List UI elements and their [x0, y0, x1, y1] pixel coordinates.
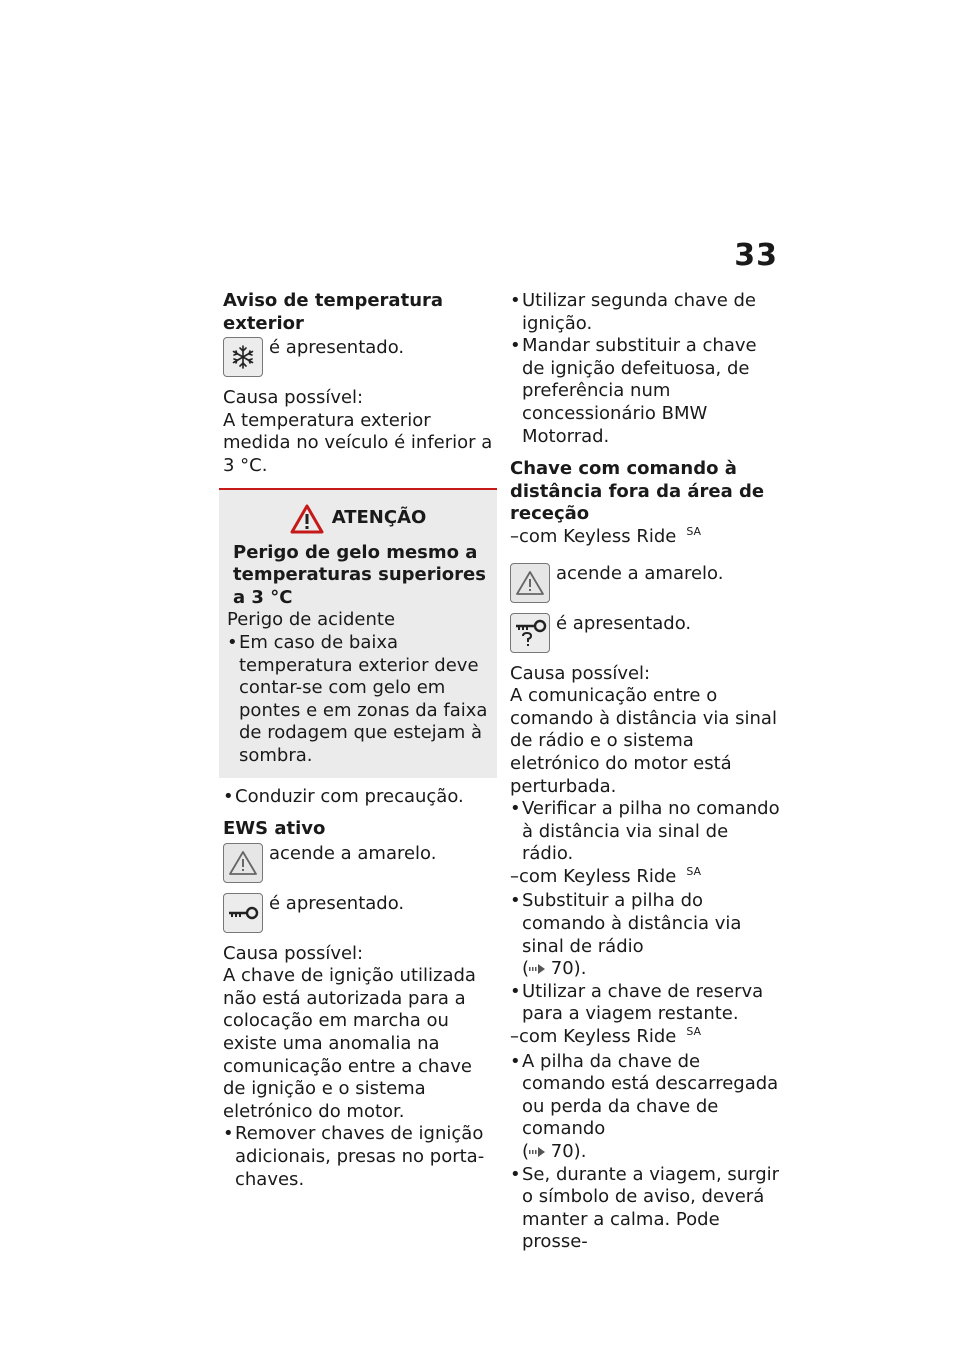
sa-badge: SA [686, 864, 702, 878]
page-reference-arrow-icon [529, 1146, 545, 1158]
list-item: • Conduzir com precaução. [223, 786, 493, 809]
option-text: com Keyless Ride [519, 525, 677, 547]
icon-text: é apresentado. [556, 612, 692, 634]
warning-header [227, 504, 489, 534]
left-column [223, 290, 493, 1191]
section-title-outside-temp: Aviso de temperatura exterior [223, 290, 444, 334]
key-question-icon [510, 613, 550, 653]
icon-text: acende a amarelo. [269, 842, 437, 864]
sa-badge: SA [686, 1025, 702, 1039]
icon-row-frost [223, 337, 493, 377]
icon-row-key [223, 893, 493, 933]
list-item: • Utilizar a chave de reserva para a viagem restante. [510, 981, 782, 1026]
warning-subtitle: Perigo de acidente [227, 609, 396, 631]
section-title-remote-out-of-range: Chave com comando à distância fora da área de receção [510, 458, 765, 525]
icon-row-key-question [510, 613, 782, 653]
warning-box [219, 488, 497, 778]
icon-text: é apresentado. [269, 337, 405, 359]
general-warning-icon [510, 563, 550, 603]
icon-text: acende a amarelo. [556, 562, 724, 584]
cause-text: A chave de ignição utilizada não está autorizada para a colocação em marcha ou existe uma anomalia na comunicação entre a chave de ignição e o sistema eletrónico do motor. [223, 965, 476, 1122]
right-column [510, 290, 782, 1254]
warning-title: Perigo de gelo mesmo a temperaturas superiores a 3 °C [233, 541, 486, 608]
list-item-text: A pilha da chave de comando está descarregada ou perda da chave de comando [522, 1050, 779, 1140]
list-item: • Se, durante a viagem, surgir o símbolo de aviso, deverá manter a calma. Pode prosse- [510, 1164, 782, 1254]
option-line: –com Keyless Ride $^{SA}$ [510, 1025, 702, 1048]
icon-text: é apresentado. [269, 892, 405, 914]
page-reference[interactable]: 70). [550, 1141, 587, 1162]
cause-text: A temperatura exterior medida no veículo é inferior a 3 °C. [223, 409, 493, 476]
list-item: • Substituir a pilha do comando à distância via sinal de rádio ( 70). [510, 890, 782, 980]
cause-text: A comunicação entre o comando à distância via sinal de rádio e o sistema eletrónico do motor está perturbada. [510, 685, 777, 797]
page-number: 33 [734, 238, 778, 273]
list-item-text: Substituir a pilha do comando à distância via sinal de rádio [522, 890, 742, 957]
page-reference-arrow-icon [529, 963, 545, 975]
general-warning-icon [223, 843, 263, 883]
warning-triangle-icon [290, 504, 324, 534]
warning-label: ATENÇÃO [331, 507, 427, 529]
list-item: • Remover chaves de ignição adicionais, presas no porta-chaves. [223, 1123, 493, 1191]
cause-label: Causa possível: [510, 662, 651, 684]
icon-row-general-warning [510, 563, 782, 603]
list-item: • Em caso de baixa temperatura exterior deve contar-se com gelo em pontes e em zonas da faixa de rodagem que estejam à sombra. [227, 632, 489, 768]
option-text: com Keyless Ride [519, 1026, 677, 1048]
cause-label: Causa possível: [223, 942, 364, 964]
section-title-ews: EWS ativo [223, 818, 326, 840]
page-reference[interactable]: 70). [550, 958, 587, 980]
option-line: –com Keyless Ride $^{SA}$ [510, 524, 702, 547]
cause-label: Causa possível: [223, 387, 364, 409]
list-item: • Utilizar segunda chave de ignição. [510, 290, 782, 335]
list-item: • Mandar substituir a chave de ignição defeituosa, de preferência num concessionário BMW Motorrad. [510, 335, 782, 448]
snowflake-icon [223, 337, 263, 377]
option-text: com Keyless Ride [519, 865, 677, 887]
list-item: • A pilha da chave de comando está descarregada ou perda da chave de comando ( 70). [510, 1051, 782, 1164]
key-icon [223, 893, 263, 933]
option-line: –com Keyless Ride $^{SA}$ [510, 864, 702, 887]
list-item: • Verificar a pilha no comando à distância via sinal de rádio. [510, 798, 782, 866]
icon-row-general-warning [223, 843, 493, 883]
sa-badge: SA [686, 524, 702, 538]
